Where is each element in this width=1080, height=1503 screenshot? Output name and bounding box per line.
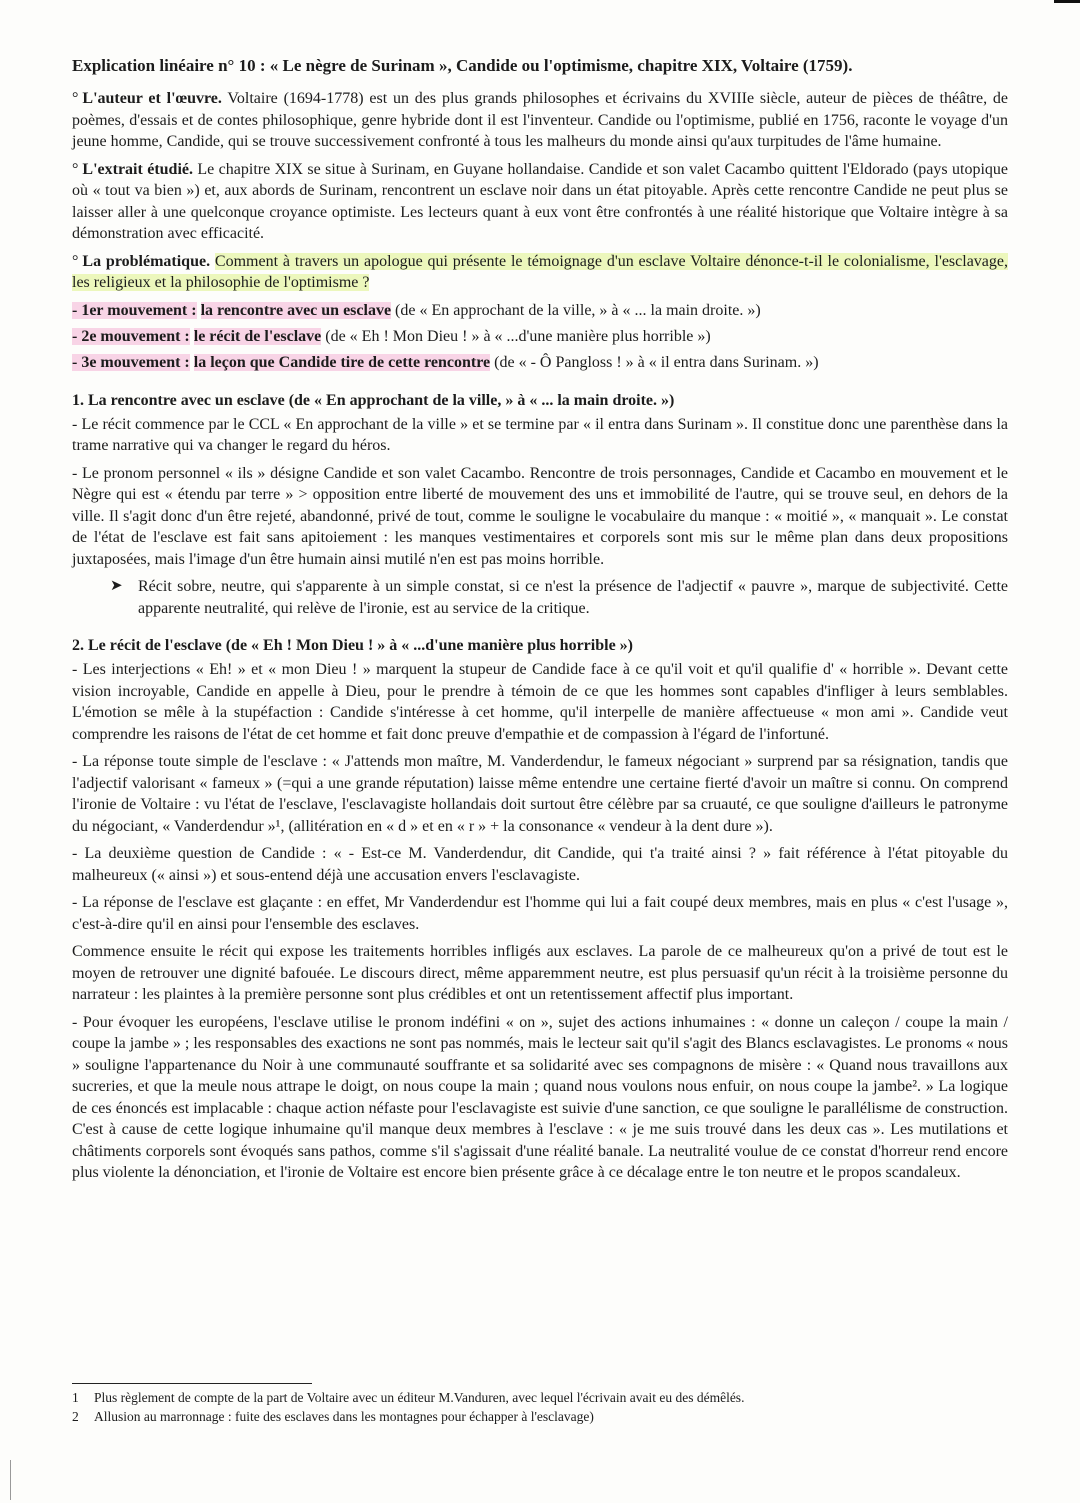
footnote-2: 2 Allusion au marronnage : fuite des esclaves dans les montagnes pour échapper à l'esclavage): [72, 1409, 594, 1424]
intro-heading-problem: La problématique.: [82, 252, 211, 270]
section-2-paragraph: - Pour évoquer les européens, l'esclave utilise le pronom indéfini « on », sujet des actions inhumaines : « donne un caleçon / coupe la main / coupe la jambe » ; les responsables des exactions ne sont pas nommés, mais le lecteur sait qu'il s'agit des Blancs esclavagistes. Le pronoms « nous » souligne l'appartenance du Noir à une communauté souffrante et sa solidarité avec ses compagnons de misère : « Quand nous travaillons aux sucreries, et que la meule nous attrape le doigt, on nous coupe la main ; quand nous voulons nous enfuir, on nous coupe la jambe². » La logique de ces énoncés est implacable : chaque action néfaste pour l'esclavagiste est suivie d'une sanction, ce que souligne le parallélisme de construction. C'est à cause de cette logique inhumaine qu'il manque deux membres à l'esclave : « je me suis trouvé dans les deux cas ». Les mutilations et châtiments corporels sont évoqués sans pathos, comme s'il s'agissait d'une réalité banale. La neutralité voulue de ce constat d'horreur rend encore plus violente la dénonciation, et l'ironie de Voltaire est encore bien présente grâce à ce décalage entre le ton neutre et le propos scandaleux.: [72, 1013, 1008, 1181]
intro-extract: ° L'extrait étudié. Le chapitre XIX se situe à Surinam, en Guyane hollandaise. Candide et son valet Cacambo quittent l'Eldorado (pays utopique où « tout va bien ») et, aux abords de Surinam, rencontrent un esclave noir dans un état pitoyable. Après cette rencontre Candide ne peut plus se laisser aller à une quelconque croyance optimiste. Les lecteurs quant à eux vont être confrontés à une réalité historique que Voltaire intègre à sa démonstration avec efficacité.: [72, 160, 1009, 242]
document-page: [72, 56, 1008, 1190]
section-2-title: 2. Le récit de l'esclave (de « Eh ! Mon Dieu ! » à « ...d'une manière plus horrible »): [72, 637, 633, 654]
intro-heading-extract: L'extrait étudié.: [82, 160, 193, 178]
intro-heading-author: L'auteur et l'œuvre.: [82, 90, 222, 107]
section-2-paragraph: - La deuxième question de Candide : « - Est-ce M. Vanderdendur, dit Candide, qui t'a traité ainsi ? » fait référence à l'état pitoyable du malheureux (« ainsi ») et sous-entend déjà une accusation envers l'esclavagiste.: [72, 845, 1008, 884]
movement-2: - 2e mouvement : le récit de l'esclave (de « Eh ! Mon Dieu ! » à « ...d'une manière plus horrible »): [72, 327, 711, 345]
section-2-paragraph: Commence ensuite le récit qui expose les traitements horribles infligés aux esclaves. La parole de ce malheureux qu'on a privé de tout est le moyen de retrouver une dignité bafouée. Le discours direct, même apparemment neutre, est plus persuasif qu'un récit à la troisième personne du narrateur : les plaintes à la première personne sont plus crédibles et ont un retentissement affectif plus important.: [72, 943, 1008, 1003]
footnote-rule: [72, 1383, 312, 1384]
intro-text-problem: Comment à travers un apologue qui présente le témoignage d'un esclave Voltaire dénonce-t-il le colonialisme, l'esclavage, les religieux et la philosophie de l'optimisme ?: [72, 252, 1009, 291]
document-title: Explication linéaire n° 10 : « Le nègre de Surinam », Candide ou l'optimisme, chapitre XIX, Voltaire (1759).: [72, 56, 853, 75]
movement-1: - 1er mouvement : la rencontre avec un esclave (de « En approchant de la ville, » à « ... la main droite. »): [72, 301, 761, 319]
section-1-title: 1. La rencontre avec un esclave (de « En approchant de la ville, » à « ... la main droite. »): [72, 391, 675, 409]
arrow-bullet-icon: ➤: [110, 578, 123, 594]
intro-author: ° L'auteur et l'œuvre. Voltaire (1694-1778) est un des plus grands philosophes et écrivains du XVIIIe siècle, auteur de pièces de théâtre, de poèmes, d'essais et de contes philosophique, genre hybride dont il est l'inventeur. Candide ou l'optimisme, publié en 1756, raconte le voyage d'un jeune homme, Candide, qui se trouve successivement confronté à tous les malheurs du monde ainsi qu'aux turpitudes de l'âme humaine.: [72, 90, 1009, 150]
section-1: [72, 392, 1008, 620]
footnote-1: 1 Plus règlement de compte de la part de Voltaire avec un éditeur M.Vanduren, avec lequel l'écrivain avait eu des démêlés.: [72, 1390, 745, 1405]
section-1-paragraph: - Le récit commence par le CCL « En approchant de la ville » et se termine par « il entra dans Surinam ». Il constitue donc une parenthèse dans la trame narrative qui va changer le regard du héros.: [72, 415, 1008, 454]
section-1-paragraph: - Le pronom personnel « ils » désigne Candide et son valet Cacambo. Rencontre de trois personnages, Candide et Cacambo en mouvement et le Nègre qui est « étendu par terre » > opposition entre liberté de mouvement des uns et immobilité de l'autre, qui se trouve seul, en dehors de la ville. Il s'agit donc d'un être rejeté, abandonné, privé de tout, comme le souligne le vocabulaire du manque : « moitié », « manquait ». Le constat de l'état de l'esclave est fait sans apitoiement : les manques vestimentaires et corporels sont mis sur le même plan dans deux propositions juxtaposées, mais l'image d'un être humain ainsi mutilé n'en est pas moins horrible.: [72, 464, 1008, 568]
scan-side-mark: [10, 1460, 11, 1500]
section-2-paragraph: - Les interjections « Eh! » et « mon Dieu ! » marquent la stupeur de Candide face à ce qu'il voit et qu'il qualifie d' « horrible ». Devant cette vision incroyable, Candide en appelle à Dieu, pour le prendre à témoin de ce que les hommes sont capables d'infliger à leurs semblables. L'émotion se mêle à la stupéfaction : Candide s'intéresse à cet homme, qu'il interpelle de manière affectueuse « mon ami ». Candide veut comprendre les raisons de l'état de cet homme et fait donc preuve d'empathie et de compassion à l'égard de l'infortuné.: [72, 661, 1008, 743]
intro-text-extract: Le chapitre XIX se situe à Surinam, en Guyane hollandaise. Candide et son valet Cacambo quittent l'Eldorado (pays utopique où « tout va bien ») et, aux abords de Surinam, rencontrent un esclave noir dans un état pitoyable. Après cette rencontre Candide ne peut plus se laisser aller à une quelconque croyance optimiste. Les lecteurs quant à eux vont être confrontés à une réalité historique que Voltaire intègre à sa démonstration avec efficacité.: [72, 160, 1009, 242]
section-2-paragraph: - La réponse de l'esclave est glaçante : en effet, Mr Vanderdendur est l'homme qui lui a fait coupé deux membres, mais en plus « c'est l'usage », c'est-à-dire qu'il en ainsi pour l'ensemble des esclaves.: [72, 894, 1008, 933]
footnotes: [72, 1383, 1008, 1426]
section-1-conclusion: ➤ Récit sobre, neutre, qui s'apparente à un simple constat, si ce n'est la présence de l'adjectif « pauvre », marque de subjectivité. Cette apparente neutralité, qui relève de l'ironie, est au service de la critique.: [110, 578, 1008, 617]
intro-problem: ° La problématique. Comment à travers un apologue qui présente le témoignage d'un esclave Voltaire dénonce-t-il le colonialisme, l'esclavage, les religieux et la philosophie de l'optimisme ?: [72, 252, 1009, 291]
intro-text-author: Voltaire (1694-1778) est un des plus grands philosophes et écrivains du XVIIIe siècle, auteur de pièces de théâtre, de poèmes, d'essais et de contes philosophique, genre hybride dont il est l'inventeur. Candide ou l'optimisme, publié en 1756, raconte le voyage d'un jeune homme, Candide, qui se trouve successivement confronté à tous les malheurs du monde ainsi qu'aux turpitudes de l'âme humaine.: [72, 90, 1009, 150]
scan-edge-mark: [1054, 0, 1080, 3]
movement-3: - 3e mouvement : la leçon que Candide tire de cette rencontre (de « - Ô Pangloss ! » à « il entra dans Surinam. »): [72, 353, 819, 371]
section-2: [72, 637, 1008, 1184]
section-2-paragraph: - La réponse toute simple de l'esclave : « J'attends mon maître, M. Vanderdendur, le fameux négociant » surprend par sa résignation, tandis que l'adjectif valorisant « fameux » (=qui a une grande réputation) laisse même entendre une certaine fierté d'avoir un maître si connu. On comprend l'ironie de Voltaire : vu l'état de l'esclave, l'esclavagiste hollandais doit surtout être célèbre par sa cruauté, ce que souligne d'ailleurs le patronyme du négociant, « Vanderdendur »¹, (allitération en « d » et en « r » + la consonance « vendeur à la dent dure »).: [72, 753, 1008, 835]
